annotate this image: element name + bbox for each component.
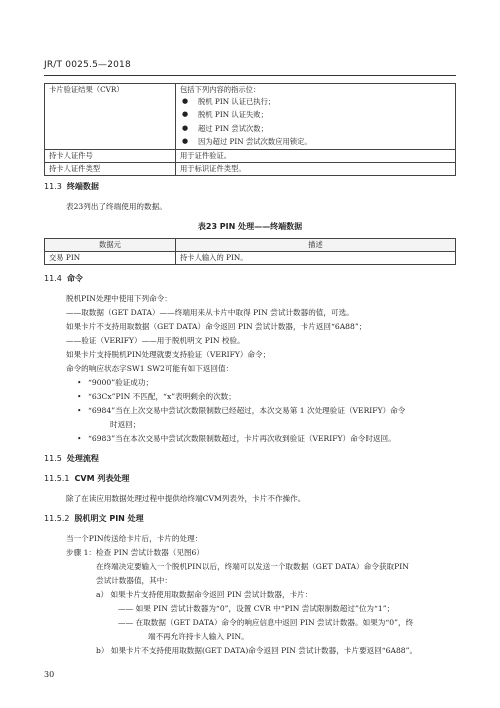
paragraph: ——验证（VERIFY）——用于脱机明文 PIN 校验。 bbox=[66, 336, 245, 345]
cvr-bit-list bbox=[180, 95, 451, 149]
table-row bbox=[45, 150, 456, 163]
list-item: • “63Cx”PIN 不匹配，“x”表明剩余的次数； bbox=[88, 392, 236, 402]
paragraph: 命令的响应状态字SW1 SW2可能有如下返回值： bbox=[66, 364, 234, 373]
section-title: CVM 列表处理 bbox=[74, 474, 130, 483]
paragraph: 脱机PIN处理中使用下列命令： bbox=[66, 294, 172, 303]
list-item: • “9000”验证成功； bbox=[88, 378, 153, 388]
table-header-row bbox=[45, 239, 456, 252]
table-row bbox=[45, 163, 456, 176]
list-item: • “6983”当在本次交易中尝试次数限制数超过，卡片再次收到验证（VERIFY）命令时返回。 bbox=[88, 434, 396, 444]
section-number: 11.4 bbox=[44, 274, 62, 283]
list-item: ● 脱机 PIN 认证失败； bbox=[180, 108, 451, 121]
paragraph: 如果卡片支持脱机PIN处理就要支持验证（VERIFY）命令； bbox=[66, 350, 271, 359]
list-item: ● 因为超过 PIN 尝试次数应用锁定。 bbox=[180, 135, 451, 148]
section-number: 11.5.2 bbox=[44, 514, 70, 523]
paragraph: —— 如果 PIN 尝试计数器为“0”，设置 CVR 中“PIN 尝试限制数超过”位为“1”； bbox=[118, 604, 395, 613]
column-header: 描述 bbox=[176, 239, 456, 252]
paragraph: 表23列出了终端使用的数据。 bbox=[66, 202, 167, 211]
table-caption: 表23 PIN 处理——终端数据 bbox=[197, 222, 303, 231]
section-number: 11.5 bbox=[44, 454, 62, 463]
paragraph: 除了在读应用数据处理过程中提供给终端CVM列表外，卡片不作操作。 bbox=[66, 494, 306, 503]
paragraph: 在终端决定要输入一个脱机PIN以后，终端可以发送一个取数据（GET DATA）命令获取PIN bbox=[96, 562, 409, 571]
column-header: 数据元 bbox=[45, 239, 176, 252]
section-heading bbox=[44, 514, 144, 525]
paragraph: 如果卡片不支持用取数据（GET DATA）命令返回 PIN 尝试计数器，卡片返回“6A88”； bbox=[66, 322, 367, 331]
paragraph: 时返回； bbox=[110, 420, 141, 429]
table-cell: 持卡人输入的 PIN。 bbox=[176, 251, 456, 264]
section-number: 11.5.1 bbox=[44, 474, 70, 483]
table-cell: 持卡人证件类型 bbox=[45, 163, 176, 176]
paragraph: 当一个PIN传送给卡片后，卡片的处理： bbox=[66, 534, 203, 543]
section-heading bbox=[44, 454, 99, 465]
table-cell bbox=[176, 84, 456, 150]
document-id: JR/T 0025.5—2018 bbox=[44, 60, 131, 70]
paragraph: a） 如果卡片支持使用取数据命令返回 PIN 尝试计数器，卡片： bbox=[96, 590, 313, 599]
section-title: 终端数据 bbox=[66, 182, 99, 191]
table-cell: 用于证件验证。 bbox=[176, 150, 456, 163]
page-number: 30 bbox=[44, 670, 55, 679]
paragraph: ——取数据（GET DATA）——终端用来从卡片中取得 PIN 尝试计数器的值，可选。 bbox=[66, 308, 354, 317]
paragraph: —— 在取数据（GET DATA）命令的响应信息中返回 PIN 尝试计数器。如果为“0”，终 bbox=[118, 618, 414, 627]
paragraph: 端不再允许持卡人输入 PIN。 bbox=[148, 632, 249, 641]
cvr-table bbox=[44, 83, 456, 176]
list-item: • “6984”当在上次交易中尝试次数限制数已经超过，本次交易第 1 次处理验证（VERIFY）命令 bbox=[88, 406, 405, 416]
cvr-intro: 包括下列内容的指示位： bbox=[180, 85, 261, 94]
section-title: 脱机明文 PIN 处理 bbox=[74, 514, 144, 523]
section-title: 命令 bbox=[66, 274, 83, 283]
table-cell: 持卡人证件号 bbox=[45, 150, 176, 163]
paragraph: 尝试计数器值，其中： bbox=[96, 576, 172, 585]
list-item: ● 脱机 PIN 认证已执行； bbox=[180, 95, 451, 108]
list-item: ● 超过 PIN 尝试次数； bbox=[180, 122, 451, 135]
table-row bbox=[45, 84, 456, 150]
section-heading bbox=[44, 474, 129, 485]
table-cell: 交易 PIN bbox=[45, 251, 176, 264]
table-cell: 用于标识证件类型。 bbox=[176, 163, 456, 176]
section-heading bbox=[44, 182, 99, 193]
paragraph: b） 如果卡片不支持使用取数据(GET DATA)命令返回 PIN 尝试计数器，卡片要返回“6A88”。 bbox=[96, 646, 418, 655]
table-row bbox=[45, 251, 456, 264]
section-title: 处理流程 bbox=[66, 454, 99, 463]
paragraph: 步骤 1：检查 PIN 尝试计数器（见图6） bbox=[66, 548, 204, 557]
terminal-data-table bbox=[44, 238, 456, 265]
section-heading bbox=[44, 274, 83, 285]
header-rule bbox=[44, 75, 456, 76]
section-number: 11.3 bbox=[44, 182, 62, 191]
table-cell: 卡片验证结果（CVR） bbox=[45, 84, 176, 150]
